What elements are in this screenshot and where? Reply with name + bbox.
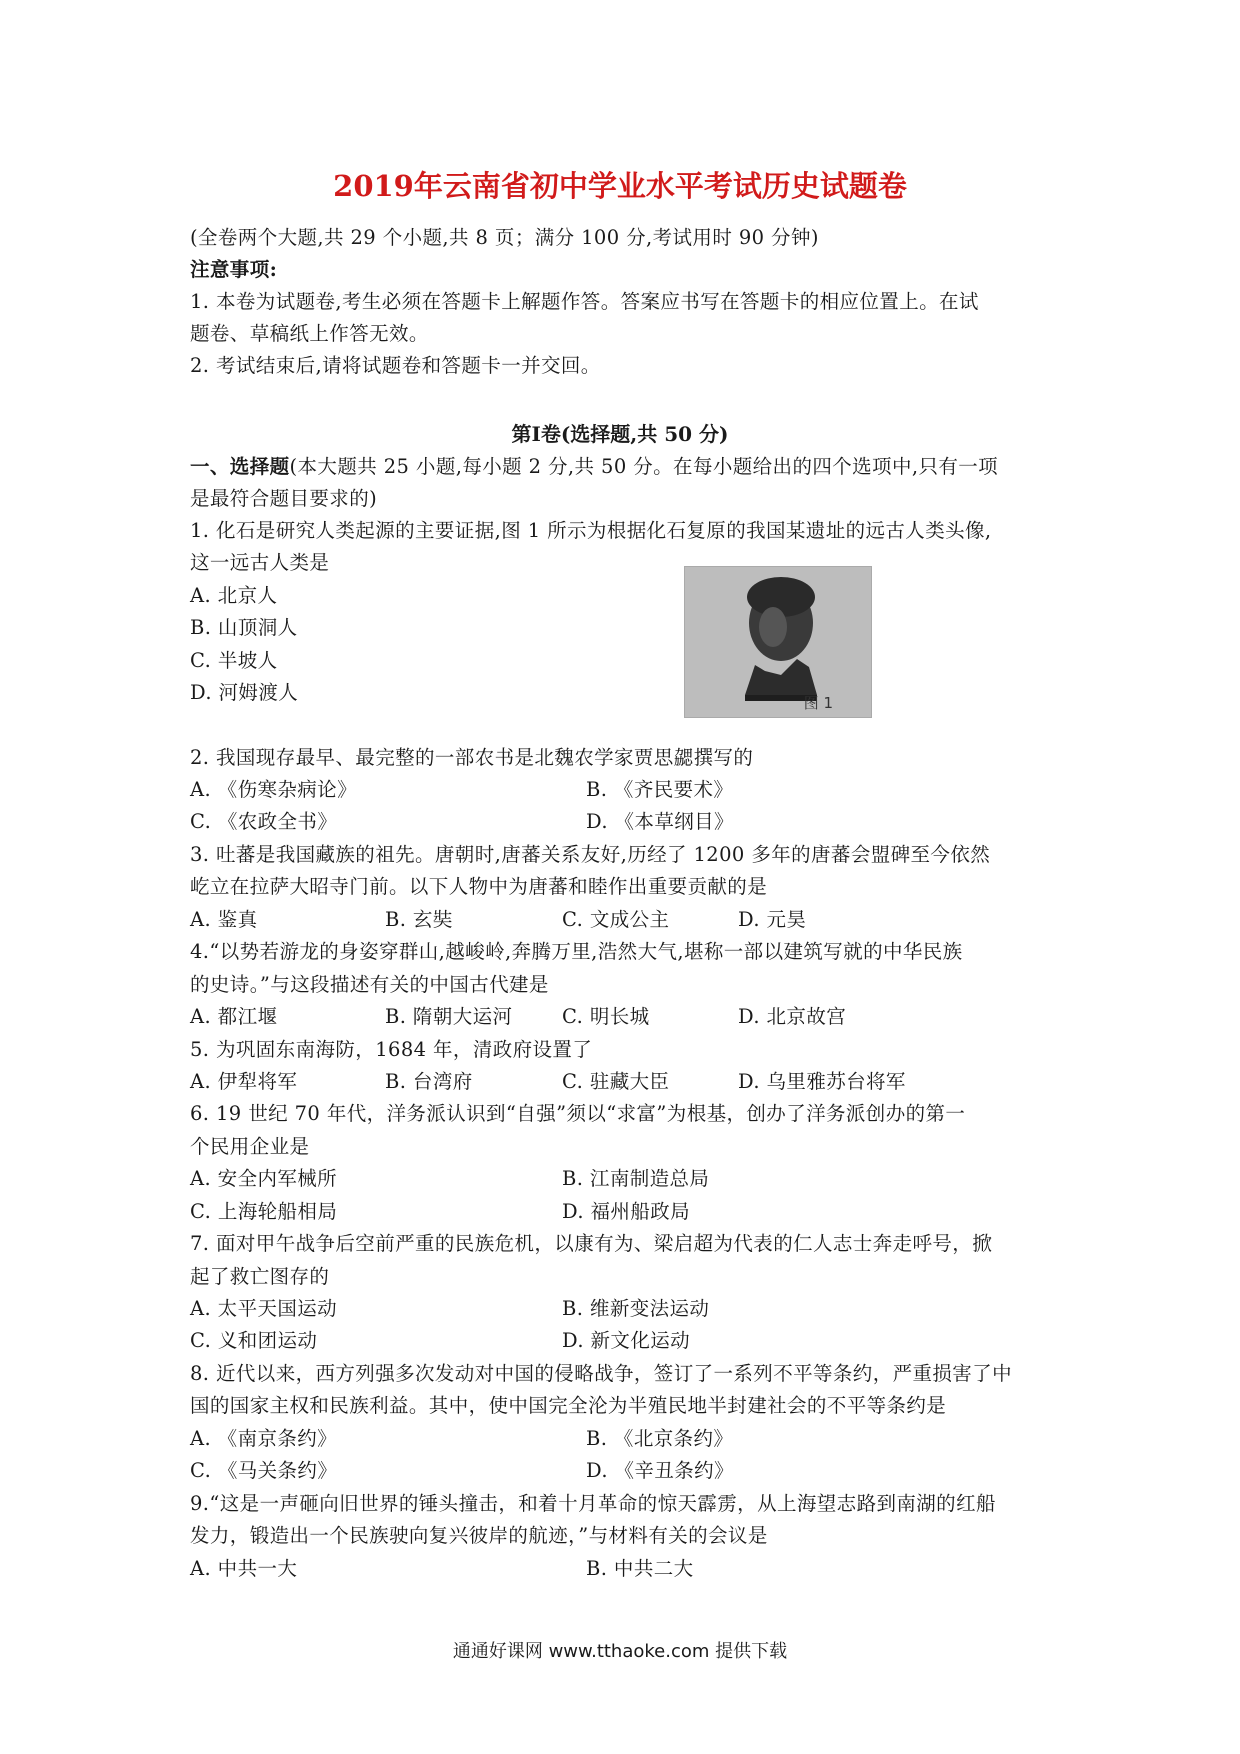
part1-desc: (本大题共 25 小题,每小题 2 分,共 50 分。在每小题给出的四个选项中,只有一项 <box>289 455 999 478</box>
figure-1-caption: 图 1 <box>803 694 833 712</box>
q8-option-a: A. 《南京条约》 <box>190 1427 338 1450</box>
notice-item-2: 2. 考试结束后,请将试题卷和答题卡一并交回。 <box>190 354 601 377</box>
q1-stem-line-1: 1. 化石是研究人类起源的主要证据,图 1 所示为根据化石复原的我国某遗址的远古人类头像, <box>190 519 992 542</box>
q3-option-c: C. 文成公主 <box>562 908 670 931</box>
q4-option-b: B. 隋朝大运河 <box>385 1005 513 1028</box>
q4-option-d: D. 北京故宫 <box>738 1005 847 1028</box>
q1-option-c: C. 半坡人 <box>190 649 278 672</box>
q3-stem-line-1: 3. 吐蕃是我国藏族的祖先。唐朝时,唐蕃关系友好,历经了 1200 多年的唐蕃会盟碑至今依然 <box>190 843 991 866</box>
q7-option-a: A. 太平天国运动 <box>190 1297 338 1320</box>
q2-option-b: B. 《齐民要术》 <box>586 778 734 801</box>
part1-intro-line-2: 是最符合题目要求的) <box>190 487 378 510</box>
q6-stem-line-2: 个民用企业是 <box>190 1135 310 1158</box>
figure-1-bust-image <box>684 566 872 718</box>
notice-heading: 注意事项: <box>190 258 278 281</box>
q3-option-a: A. 鉴真 <box>190 908 258 931</box>
q9-stem-line-2: 发力，锻造出一个民族驶向复兴彼岸的航迹，”与材料有关的会议是 <box>190 1524 768 1547</box>
q1-stem-line-2: 这一远古人类是 <box>190 551 330 574</box>
q5-option-a: A. 伊犁将军 <box>190 1070 298 1093</box>
q5-option-b: B. 台湾府 <box>385 1070 473 1093</box>
exam-intro: (全卷两个大题,共 29 个小题,共 8 页；满分 100 分,考试用时 90 分钟) <box>190 226 819 249</box>
q6-option-a: A. 安全内军械所 <box>190 1167 338 1190</box>
q4-stem-line-2: 的史诗。”与这段描述有关的中国古代建是 <box>190 973 549 996</box>
q1-option-b: B. 山顶洞人 <box>190 616 298 639</box>
q2-option-c: C. 《农政全书》 <box>190 810 338 833</box>
q3-option-b: B. 玄奘 <box>385 908 453 931</box>
q6-option-b: B. 江南制造总局 <box>562 1167 710 1190</box>
notice-item-1-line-2: 题卷、草稿纸上作答无效。 <box>190 322 429 345</box>
q8-stem-line-2: 国的国家主权和民族利益。其中，使中国完全沦为半殖民地半封建社会的不平等条约是 <box>190 1394 947 1417</box>
q8-option-c: C. 《马关条约》 <box>190 1459 338 1482</box>
q1-option-d: D. 河姆渡人 <box>190 681 299 704</box>
q9-option-b: B. 中共二大 <box>586 1557 694 1580</box>
q2-stem: 2. 我国现存最早、最完整的一部农书是北魏农学家贾思勰撰写的 <box>190 746 754 769</box>
q4-option-c: C. 明长城 <box>562 1005 650 1028</box>
q6-option-d: D. 福州船政局 <box>562 1200 691 1223</box>
q5-option-c: C. 驻藏大臣 <box>562 1070 670 1093</box>
section-title: 第Ⅰ卷(选择题,共 50 分) <box>511 422 729 446</box>
q8-stem-line-1: 8. 近代以来，西方列强多次发动对中国的侵略战争，签订了一系列不平等条约，严重损害了中 <box>190 1362 1013 1385</box>
notice-item-1-line-1: 1. 本卷为试题卷,考生必须在答题卡上解题作答。答案应书写在答题卡的相应位置上。在试 <box>190 290 979 313</box>
q8-option-b: B. 《北京条约》 <box>586 1427 734 1450</box>
q4-stem-line-1: 4.“以势若游龙的身姿穿群山,越峻岭,奔腾万里,浩然大气,堪称一部以建筑写就的中华民族 <box>190 940 963 963</box>
q7-stem-line-2: 起了救亡图存的 <box>190 1265 330 1288</box>
q3-stem-line-2: 屹立在拉萨大昭寺门前。以下人物中为唐蕃和睦作出重要贡献的是 <box>190 875 768 898</box>
q1-option-a: A. 北京人 <box>190 584 278 607</box>
page-title: 2019年云南省初中学业水平考试历史试题卷 <box>333 169 907 203</box>
q9-option-a: A. 中共一大 <box>190 1557 298 1580</box>
part1-label: 一、选择题 <box>190 455 290 478</box>
part1-intro-line-1 <box>190 451 998 479</box>
q6-stem-line-1: 6. 19 世纪 70 年代，洋务派认识到“自强”须以“求富”为根基，创办了洋务派创办的第一 <box>190 1102 966 1125</box>
q5-stem: 5. 为巩固东南海防，1684 年，清政府设置了 <box>190 1038 593 1061</box>
q7-stem-line-1: 7. 面对甲午战争后空前严重的民族危机，以康有为、梁启超为代表的仁人志士奔走呼号，掀 <box>190 1232 993 1255</box>
q6-option-c: C. 上海轮船相局 <box>190 1200 338 1223</box>
q2-option-d: D. 《本草纲目》 <box>586 810 734 833</box>
q7-option-b: B. 维新变法运动 <box>562 1297 710 1320</box>
q4-option-a: A. 都江堰 <box>190 1005 278 1028</box>
q5-option-d: D. 乌里雅苏台将军 <box>738 1070 906 1093</box>
q9-stem-line-1: 9.“这是一声砸向旧世界的锤头撞击，和着十月革命的惊天霹雳，从上海望志路到南湖的红船 <box>190 1492 996 1515</box>
q8-option-d: D. 《辛丑条约》 <box>586 1459 734 1482</box>
download-footer: 通通好课网 www.tthaoke.com 提供下载 <box>452 1641 788 1662</box>
q3-option-d: D. 元昊 <box>738 908 807 931</box>
q2-option-a: A. 《伤寒杂病论》 <box>190 778 357 801</box>
q7-option-c: C. 义和团运动 <box>190 1329 318 1352</box>
q7-option-d: D. 新文化运动 <box>562 1329 691 1352</box>
